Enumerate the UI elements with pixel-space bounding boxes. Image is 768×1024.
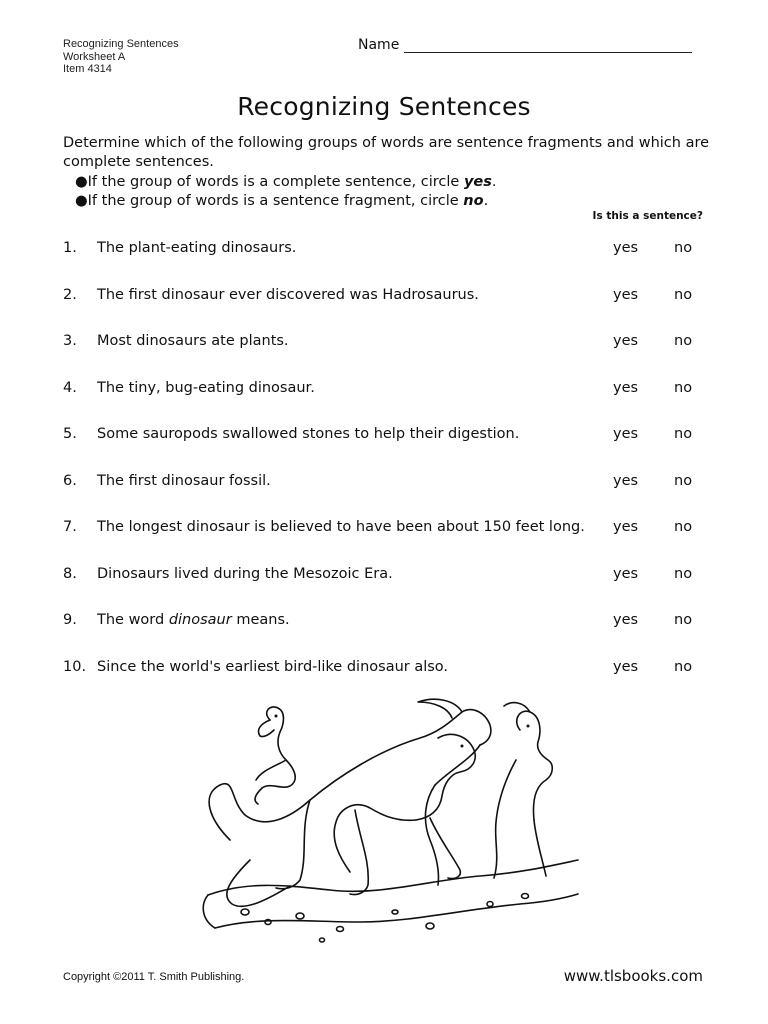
question-text: The plant-eating dinosaurs. <box>97 240 297 256</box>
no-option[interactable]: no <box>674 240 693 256</box>
no-option[interactable]: no <box>674 286 693 303</box>
yes-option[interactable]: yes <box>613 658 639 675</box>
yes-option[interactable]: yes <box>613 612 639 628</box>
meta-line-worksheet: Worksheet A <box>63 50 126 63</box>
question-text: The word dinosaur means. <box>97 612 290 628</box>
no-option[interactable]: no <box>674 472 693 489</box>
question-text: Since the world's earliest bird-like dinosaur also. <box>97 658 449 675</box>
yes-option[interactable]: yes <box>613 426 639 442</box>
yes-option[interactable]: yes <box>613 519 639 535</box>
instruction-bullets <box>75 173 496 211</box>
question-row <box>63 426 723 473</box>
question-text: The tiny, bug-eating dinosaur. <box>97 379 315 396</box>
question-row <box>63 612 723 659</box>
no-option[interactable]: no <box>674 612 693 628</box>
copyright-text: Copyright ©2011 T. Smith Publishing. <box>63 971 245 983</box>
meta-line-topic: Recognizing Sentences <box>63 38 179 50</box>
question-row <box>63 566 723 613</box>
bullet-icon: ● <box>75 193 88 209</box>
yes-option[interactable]: yes <box>613 240 639 256</box>
no-option[interactable]: no <box>674 333 693 349</box>
question-number: 1. <box>63 240 77 256</box>
question-number: 2. <box>63 286 77 303</box>
answer-column-header: Is this a sentence? <box>592 210 703 222</box>
yes-option[interactable]: yes <box>613 379 639 396</box>
question-row <box>63 380 723 427</box>
question-number: 7. <box>63 519 77 535</box>
question-text: The first dinosaur fossil. <box>97 472 271 489</box>
no-option[interactable]: no <box>674 379 693 396</box>
meta-line-item: Item 4314 <box>63 63 112 75</box>
name-label: Name <box>358 37 400 53</box>
bullet-no-rule: ●If the group of words is a sentence fragment, circle no. <box>75 193 489 209</box>
question-text: The first dinosaur ever discovered was Hadrosaurus. <box>97 286 479 303</box>
instructions: Determine which of the following groups of words are sentence fragments and which are complete sentences. <box>63 135 710 170</box>
question-text: Most dinosaurs ate plants. <box>97 333 289 349</box>
page-title: Recognizing Sentences <box>237 92 531 121</box>
question-text: Dinosaurs lived during the Mesozoic Era. <box>97 565 393 582</box>
no-option[interactable]: no <box>674 426 693 442</box>
website-link[interactable]: www.tlsbooks.com <box>563 967 703 985</box>
name-underline[interactable] <box>404 38 692 53</box>
no-option[interactable]: no <box>674 565 693 582</box>
question-number: 9. <box>63 612 77 628</box>
question-number: 5. <box>63 426 77 442</box>
question-text: Some sauropods swallowed stones to help their digestion. <box>97 426 520 442</box>
question-number: 8. <box>63 565 77 582</box>
no-option[interactable]: no <box>674 519 693 535</box>
question-row <box>63 333 723 380</box>
no-emphasis: no <box>463 193 484 209</box>
question-number: 4. <box>63 379 77 396</box>
question-row <box>63 473 723 520</box>
bullet-icon: ● <box>75 174 88 190</box>
question-number: 6. <box>63 472 77 489</box>
yes-option[interactable]: yes <box>613 333 639 349</box>
question-row <box>63 519 723 566</box>
yes-option[interactable]: yes <box>613 565 639 582</box>
no-option[interactable]: no <box>674 658 693 675</box>
yes-option[interactable]: yes <box>613 472 639 489</box>
yes-emphasis: yes <box>463 174 492 190</box>
yes-option[interactable]: yes <box>613 286 639 303</box>
question-row <box>63 240 723 287</box>
question-list <box>63 240 723 705</box>
question-number: 3. <box>63 333 77 349</box>
question-row <box>63 287 723 334</box>
worksheet-meta <box>63 38 179 76</box>
name-field[interactable] <box>358 37 692 53</box>
question-text: The longest dinosaur is believed to have been about 150 feet long. <box>97 519 585 535</box>
bullet-yes-rule: ●If the group of words is a complete sentence, circle yes. <box>75 174 497 190</box>
dinosaurs-illustration <box>190 690 580 950</box>
question-number: 10. <box>63 658 87 675</box>
